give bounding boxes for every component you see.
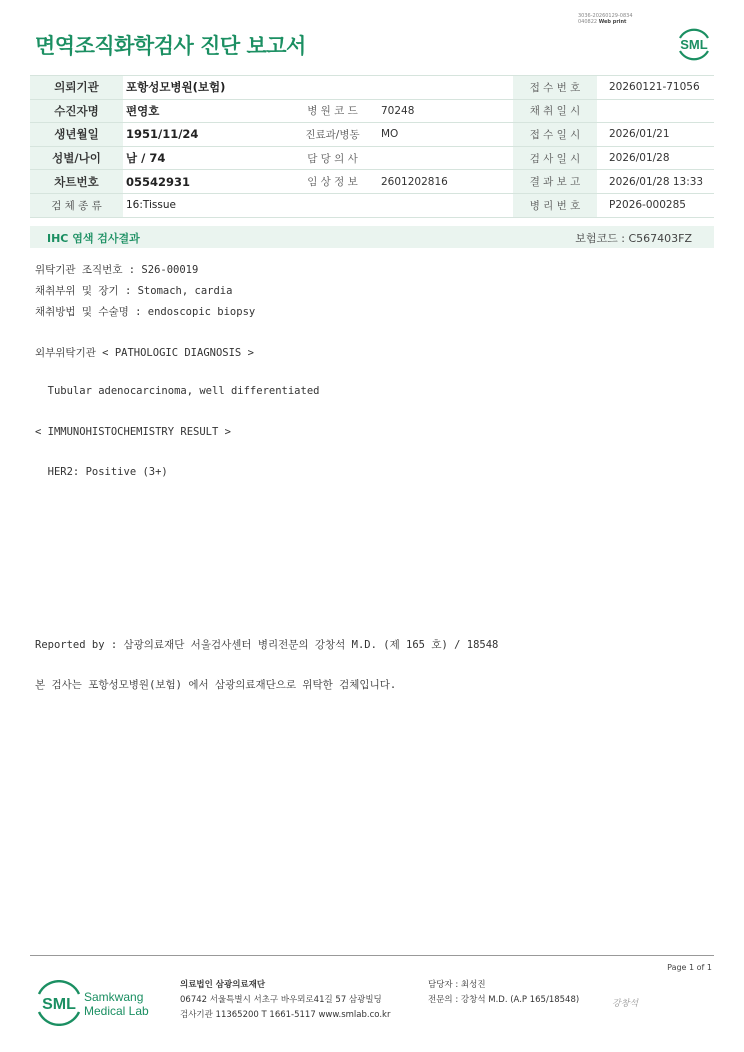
info-value: 포항성모병원(보험)	[123, 76, 286, 100]
footer-logo-name2: Medical Lab	[84, 1004, 149, 1018]
print-code	[578, 13, 668, 25]
referral-note: 본 검사는 포항성모병원(보험) 에서 삼광의료재단으로 위탁한 검체입니다.	[35, 679, 397, 691]
info-value	[597, 99, 714, 123]
info-label: 접 수 번 호	[513, 76, 597, 100]
info-row	[30, 99, 714, 123]
footer-staff-block	[428, 978, 579, 1008]
page-title: 면역조직화학검사 진단 보고서	[35, 34, 306, 58]
info-label: 의뢰기관	[30, 76, 123, 100]
footer-org: 의료법인 삼광의료재단	[180, 980, 266, 990]
info-value: 16:Tissue	[123, 193, 286, 217]
sml-logo-icon	[674, 24, 714, 64]
page-number: Page 1 of 1	[667, 963, 712, 972]
info-row	[30, 76, 714, 100]
info-label: 임 상 정 보	[286, 170, 379, 194]
info-label: 수진자명	[30, 99, 123, 123]
specimen-method: 채취방법 및 수술명 : endoscopic biopsy	[35, 306, 256, 318]
info-value	[379, 76, 513, 100]
print-code-line1: 3036-20260129-0834	[578, 13, 633, 19]
info-row	[30, 123, 714, 147]
footer-manager: 담당자 : 최성진	[428, 980, 486, 990]
diagnosis-text: Tubular adenocarcinoma, well differentiated	[35, 385, 320, 397]
info-row	[30, 146, 714, 170]
info-value: 05542931	[123, 170, 286, 194]
info-value: 70248	[379, 99, 513, 123]
info-label: 성별/나이	[30, 146, 123, 170]
info-value: 2026/01/28	[597, 146, 714, 170]
info-label: 담 당 의 사	[286, 146, 379, 170]
info-label	[286, 193, 379, 217]
section-title: IHC 염색 검사결과	[47, 232, 140, 245]
info-row	[30, 170, 714, 194]
info-row	[30, 193, 714, 217]
info-value	[379, 146, 513, 170]
info-label: 검 사 일 시	[513, 146, 597, 170]
info-value: 2026/01/28 13:33	[597, 170, 714, 194]
footer-org-block	[180, 978, 390, 1023]
print-code-line2: 040822	[578, 19, 598, 25]
info-value: 1951/11/24	[123, 123, 286, 147]
print-code-tag: Web print	[598, 19, 627, 25]
specimen-number: 위탁기관 조직번호 : S26-00019	[35, 264, 199, 276]
info-label: 병 리 번 호	[513, 193, 597, 217]
info-value	[379, 193, 513, 217]
patient-info-table	[30, 75, 714, 218]
info-label: 채 취 일 시	[513, 99, 597, 123]
info-value: P2026-000285	[597, 193, 714, 217]
logo-text: SML	[680, 37, 708, 52]
info-label: 접 수 일 시	[513, 123, 597, 147]
footer-specialist: 전문의 : 강창석 M.D. (A.P 165/18548)	[428, 995, 580, 1005]
info-label: 생년월일	[30, 123, 123, 147]
info-label	[286, 76, 379, 100]
info-label: 병 원 코 드	[286, 99, 379, 123]
ihc-result: HER2: Positive (3+)	[35, 466, 168, 478]
specimen-site: 채취부위 및 장기 : Stomach, cardia	[35, 285, 233, 297]
footer-logo	[36, 980, 166, 1026]
info-value: 남 / 74	[123, 146, 286, 170]
info-label: 결 과 보 고	[513, 170, 597, 194]
footer-contact: 검사기관 11365200 T 1661-5117 www.smlab.co.kr	[180, 1010, 391, 1020]
footer-address: 06742 서울특별시 서초구 바우뫼로41길 57 삼광빌딩	[180, 995, 382, 1005]
footer-logo-name1: Samkwang	[84, 990, 144, 1004]
info-value: MO	[379, 123, 513, 147]
info-value: 편영호	[123, 99, 286, 123]
signature: 강창석	[612, 999, 639, 1009]
info-value: 2601202816	[379, 170, 513, 194]
ihc-section-bar	[30, 226, 714, 248]
info-label: 검 체 종 류	[30, 193, 123, 217]
info-value: 20260121-71056	[597, 76, 714, 100]
insurance-code: 보험코드 : C567403FZ	[575, 232, 692, 245]
info-value: 2026/01/21	[597, 123, 714, 147]
info-label: 진료과/병동	[286, 123, 379, 147]
reported-by: Reported by : 삼광의료재단 서울검사센터 병리전문의 강창석 M.D. (제 165 호) / 18548	[35, 639, 499, 651]
footer-logo-sml: SML	[42, 996, 76, 1013]
footer-divider	[30, 955, 714, 956]
ihc-heading: < IMMUNOHISTOCHEMISTRY RESULT >	[35, 426, 231, 438]
diagnosis-heading: 외부위탁기관 < PATHOLOGIC DIAGNOSIS >	[35, 347, 254, 359]
info-label: 차트번호	[30, 170, 123, 194]
